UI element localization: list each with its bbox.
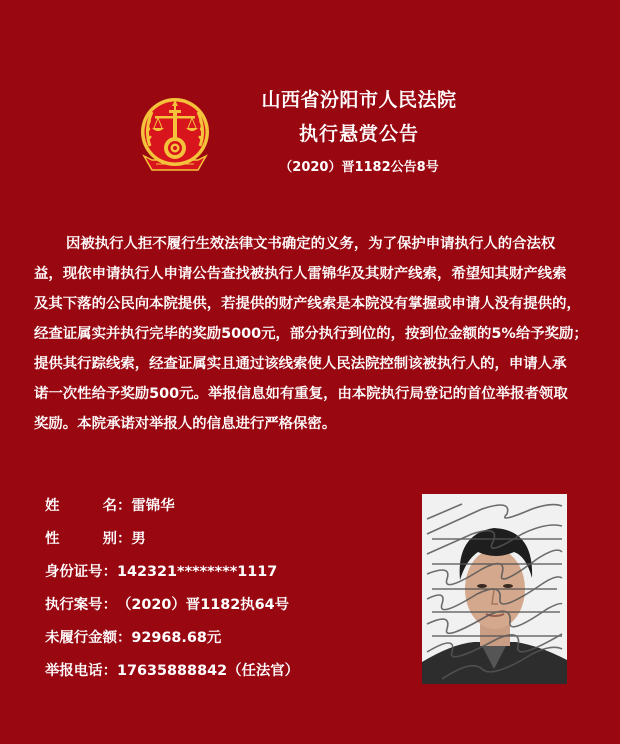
info-row-case-number — [45, 589, 299, 622]
court-name: 山西省汾阳市人民法院 — [261, 89, 457, 111]
info-row-report-phone — [45, 655, 299, 688]
body-line: 诺一次性给予奖励500元。举报信息如有重复，由本院执行局登记的首位举报者领取 — [34, 386, 568, 402]
gender-value: 男 — [131, 531, 146, 547]
notice-number: （2020）晋1182公告8号 — [279, 160, 439, 175]
name-value: 雷锦华 — [131, 498, 175, 514]
report-phone-value: 17635888842（任法官） — [116, 663, 300, 679]
debtor-photo — [422, 494, 567, 684]
body-line: 益，现依申请执行人申请公告查找被执行人雷锦华及其财产线索，希望知其财产线索 — [34, 266, 567, 282]
body-line: 因被执行人拒不履行生效法律文书确定的义务，为了保护申请执行人的合法权 — [66, 236, 556, 252]
gender-label: 性 别 — [45, 531, 117, 547]
notice-title: 执行悬赏公告 — [298, 123, 419, 145]
case-number-value: （2020）晋1182执64号 — [116, 597, 290, 613]
body-line: 经查证属实并执行完毕的奖励5000元，部分执行到位的，按到位金额的5%给予奖励； — [34, 326, 588, 342]
id-number-label: 身份证号： — [45, 564, 117, 580]
body-line: 提供其行踪线索，经查证属实且通过该线索使人民法院控制该被执行人的，申请人承 — [34, 356, 567, 372]
info-row-gender: 性 别 ： 男 — [45, 523, 299, 556]
info-row-name: 姓 名 ： 雷锦华 — [45, 490, 299, 523]
body-line: 奖励。本院承诺对举报人的信息进行严格保密。 — [34, 416, 337, 432]
id-number-value: 142321********1117 — [116, 564, 278, 580]
unpaid-amount-value: 92968.68元 — [131, 630, 222, 646]
notice-header — [230, 86, 488, 178]
person-photo-icon — [422, 494, 567, 684]
name-label: 姓 名 — [45, 498, 117, 514]
notice-body — [34, 229, 600, 439]
report-phone-label: 举报电话： — [45, 663, 117, 679]
court-emblem-icon — [138, 94, 212, 176]
case-number-label: 执行案号： — [45, 597, 117, 613]
debtor-info — [45, 490, 299, 688]
info-row-unpaid-amount — [45, 622, 299, 655]
info-row-id-number — [45, 556, 299, 589]
body-line: 及其下落的公民向本院提供，若提供的财产线索是本院没有掌握或申请人没有提供的， — [34, 296, 581, 312]
unpaid-amount-label: 未履行金额： — [45, 630, 132, 646]
